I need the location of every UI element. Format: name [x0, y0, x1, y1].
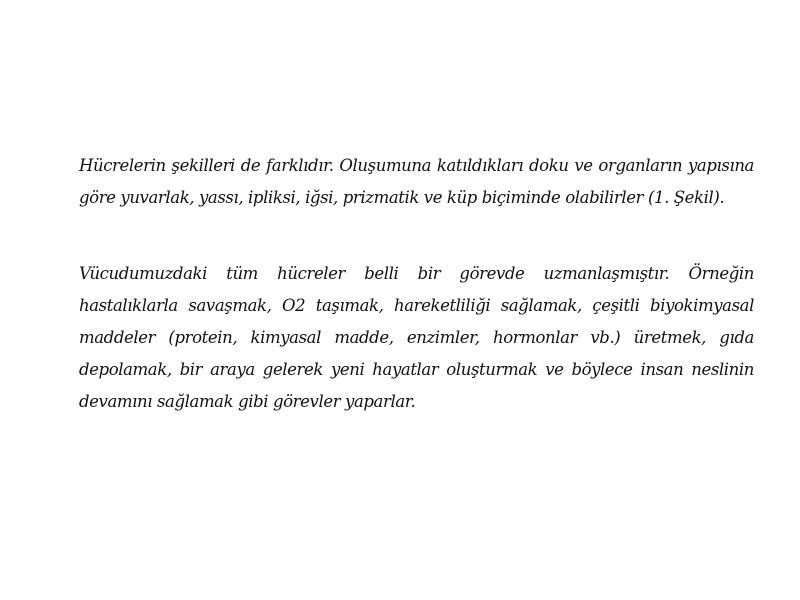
document-body — [79, 150, 754, 418]
paragraph-cell-functions: Vücudumuzdaki tüm hücreler belli bir görevde uzmanlaşmıştır. Örneğin hastalıklarla savaşmak, O2 taşımak, hareketliliği sağlamak, çeşitli biyokimyasal maddeler (protein, kimyasal madde, enzimler, hormonlar vb.) üretmek, gıda depolamak, bir araya gelerek yeni hayatlar oluşturmak ve böylece insan neslinin devamını sağlamak gibi görevler yaparlar. — [79, 264, 754, 411]
paragraph-cell-shapes: Hücrelerin şekilleri de farklıdır. Oluşumuna katıldıkları doku ve organların yapısına göre yuvarlak, yassı, ipliksi, iğsi, prizmatik ve küp biçiminde olabilirler (1. Şekil). — [79, 156, 754, 207]
